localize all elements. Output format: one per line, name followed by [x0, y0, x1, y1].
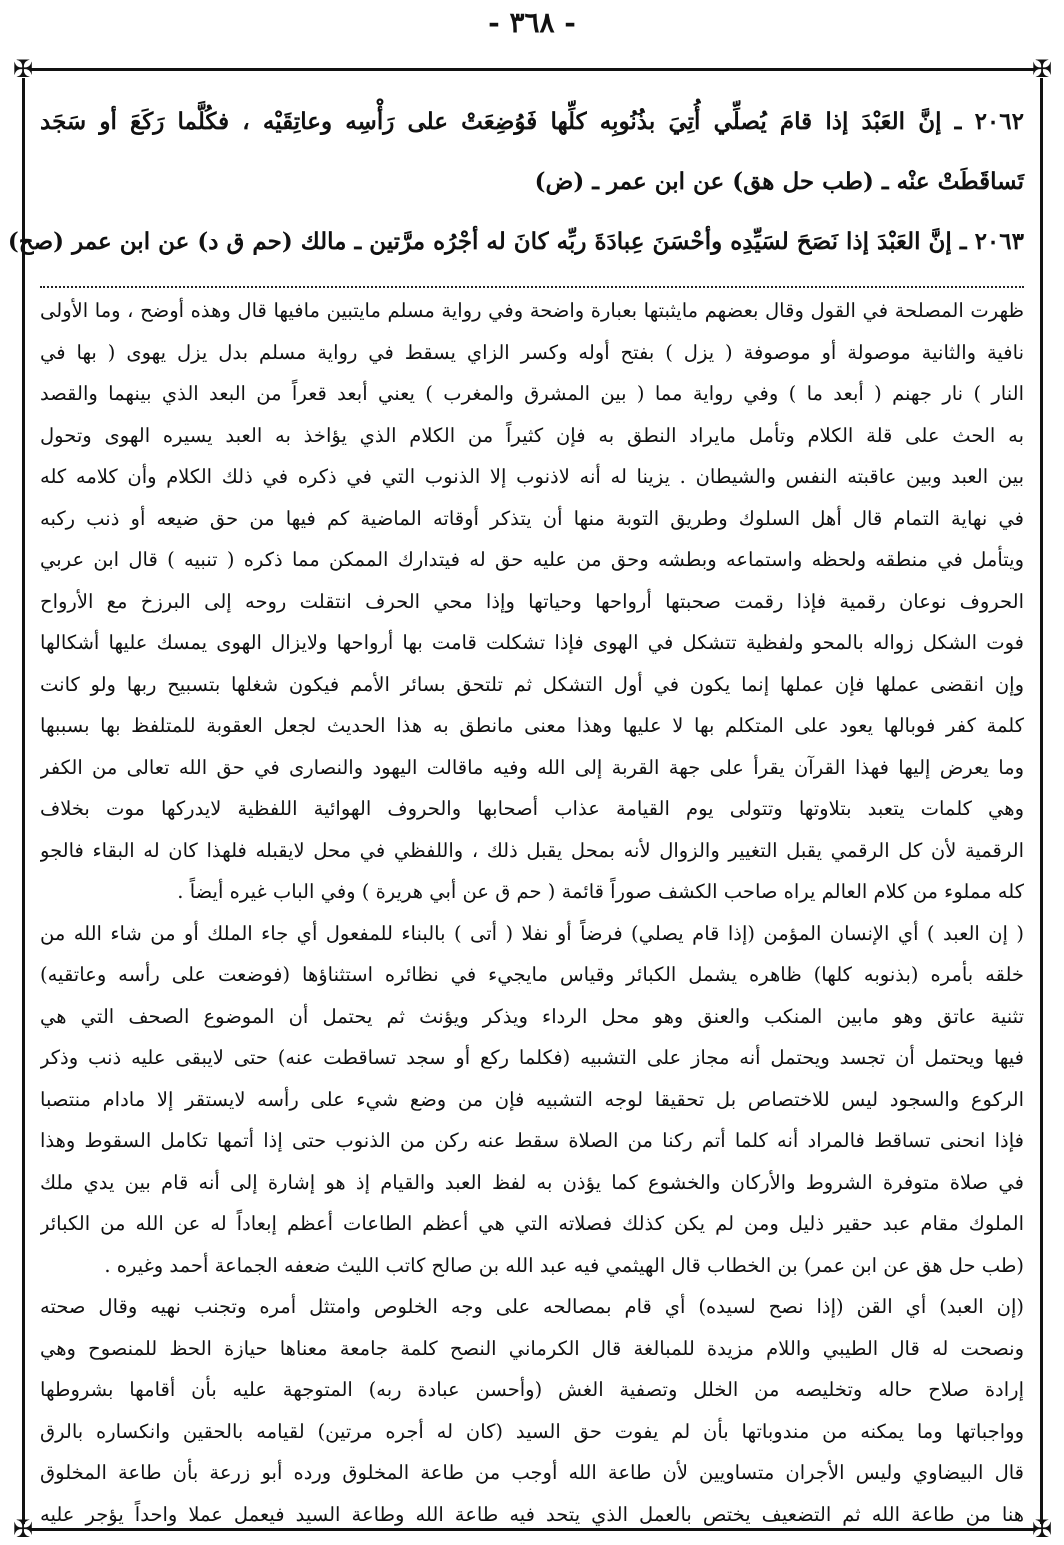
commentary-line: إرادة صلاح حاله وتخليصه من الخلل وتصفية الغش (وأحسن عبادة ربه) المتوجهة عليه بأن أقامها بشروطها: [40, 1378, 1024, 1402]
commentary-line: به الحث على قلة الكلام وتأمل مايراد النطق به فإن كثيراً من الكلام الذي يؤاخذ به العبد يسيره الهوى وتحول: [40, 423, 1024, 447]
commentary-line: هنا من طاعة الله ثم التضعيف يختص بالعمل الذي يتحد فيه طاعة الله وطاعة السيد فيعمل عملا واحداً يؤجر عليه: [40, 1502, 1024, 1526]
commentary-line: في نهاية التمام قال أهل السلوك وطريق التوبة منها أن يتذكر أوقاته الماضية كم فيها من حق ضيعه أو ذنب ركبه: [40, 506, 1024, 530]
commentary-line: فوت الشكل زواله بالمحو ولفظية تتشكل في الهوى فإذا تشكلت قامت بها أرواحها ولايزال الهوى يمسك عليها أشكالها: [40, 631, 1024, 655]
commentary-line: بين العبد وبين عاقبته النفس والشيطان . يزينا له أنه لاذنوب إلا الذنوب التي في ذكره في ذلك الكلام وأن كلامه كله: [40, 465, 1024, 489]
commentary-line: الملوك مقام عبد حقير ذليل ومن لم يكن كذلك فصلاته التي هي أعظم الطاعات أعظم إبعاداً له عن الله من الكبائر: [40, 1212, 1024, 1236]
commentary-line: وهي كلمات يتعبد بتلاوتها وتتولى يوم القيامة عذاب أصحابها والحروف الهوائية اللفظية لايدركها موت بخلاف: [40, 797, 1024, 821]
commentary-line: خلقه بأمره (بذنوبه كلها) ظاهره يشمل الكبائر وقياس مايجيء في نظائره استثناؤها (فوضعت على رأسه وعاتقيه): [40, 963, 1024, 987]
commentary-line: ونصحت له قال الطيبي واللام مزيدة للمبالغة قال الكرماني النصح كلمة جامعة معناها حيازة الحظ للمنصوح وهي: [40, 1336, 1024, 1360]
commentary-line: وواجباتها وما يمكنه من مندوباتها بأن لم يفوت حق السيد (كان له أجره مرتين) لقيامه بالحقين وانكساره بالرق: [40, 1419, 1024, 1443]
dotted-divider: [40, 286, 1024, 288]
commentary-line: فإذا انحنى تساقط فالمراد أنه كلما أتم ركنا من الصلاة سقط عنه ركن من الذنوب حتى إذا أتمها تكامل السقوط وهذا: [40, 1129, 1024, 1153]
corner-ornament-icon: ✠: [12, 1515, 34, 1543]
commentary-line: في صلاة متوفرة الشروط والأركان والخشوع كما يؤذن به لفظ العبد والقيام إذ هو إشارة إلى أنه قام بين يدي ملك: [40, 1170, 1024, 1194]
top-border: [30, 68, 1034, 71]
commentary-line: قال البيضاوي وليس الأجران متساويين لأن طاعة الله أوجب من طاعة المخلوق ورده أبو زرعة بأن طاعة المخلوق: [40, 1461, 1024, 1485]
commentary-line: نافية والثانية موصولة أو موصوفة ( يزل ) بفتح أوله وكسر الزاي يسقط في رواية مسلم بدل يزل يهوى ( بها في: [40, 340, 1024, 364]
commentary-line: كلمة كفر فوبالها يعود على المتكلم بها لا عليها وهذا معنى مانطق به هذا الحديث لجعل العقوبة للمتلفظ بها بسببها: [40, 714, 1024, 738]
hadith-2062-line-1: ٢٠٦٢ ـ إنَّ العَبْدَ إذا قامَ يُصلِّي أُتِيَ بذُنُوبِه كلِّها فَوُضِعَتْ على رَأْسِه وعاتِقَيْه ، فكُلَّما رَكَعَ أو سَجَد: [40, 108, 1024, 135]
corner-ornament-icon: ✠: [1031, 55, 1053, 83]
hadith-2062-line-2: تَساقَطَتْ عنْه ـ (طب حل هق) عن ابن عمر ـ (ض): [534, 168, 1024, 195]
hadith-2063: ٢٠٦٣ ـ إنَّ العَبْدَ إذا نَصَحَ لسَيِّدِه وأحْسَنَ عِبادَةَ ربِّه كانَ له أجْرُه مرَّتين ـ مالك (حم ق د) عن ابن عمر (صح): [7, 228, 1024, 255]
commentary-line: النار ) نار جهنم ( أبعد ما ) وفي رواية مما ( بين المشرق والمغرب ) يعني أبعد قعراً من البعد الذي بينهما والقصد: [40, 382, 1024, 406]
commentary-line: فيها ويحتمل أن تجسد ويحتمل أنه مجاز على التشبيه (فكلما ركع أو سجد تساقطت عنه) حتى لايبقى عليه ذنب وذكر: [40, 1046, 1024, 1070]
corner-ornament-icon: ✠: [12, 55, 34, 83]
commentary-line: وما يعرض إليها فهذا القرآن يقرأ على جهة القربة إلى الله وفيه ماقالت اليهود والنصارى في حق الله تعالى من الكفر: [40, 755, 1024, 779]
page-number: - ٣٦٨ -: [488, 6, 576, 39]
corner-ornament-icon: ✠: [1031, 1515, 1053, 1543]
commentary-line: الحروف نوعان رقمية فإذا رقمت صحبتها أرواحها وحياتها وإذا محي الحرف انتقلت روحه إلى البرزخ مع الأرواح: [40, 589, 1024, 613]
commentary-line: ( إن العبد ) أي الإنسان المؤمن (إذا قام يصلي) فرضاً أو نفلا ( أتى ) بالبناء للمفعول أي جاء الملك أو من شاء الله من: [40, 921, 1024, 945]
commentary-line: تثنية عاتق وهو مابين المنكب والعنق وهو محل الرداء ويذكر ويؤنث ثم يحتمل أن الموضوع الصحف التي هي: [40, 1004, 1024, 1028]
commentary-line: ظهرت المصلحة في القول وقال بعضهم مايثبتها بعبارة واضحة وفي رواية مسلم مايتبين مافيها قال وهذه أوضح ، وما الأولى: [40, 299, 1024, 322]
right-border: [1040, 78, 1043, 1524]
left-border: [22, 78, 25, 1524]
commentary-line: وإن انقضى عملها فإن عملها إنما يكون في أول التشكل ثم تلتحق بسائر الأمم فيكون شغلها بتسبيح ربها ولو كانت: [40, 672, 1024, 696]
commentary-line: (طب حل هق عن ابن عمر) بن الخطاب قال الهيثمي فيه عبد الله بن صالح كاتب الليث ضعفه الجماعة أحمد وغيره .: [104, 1253, 1024, 1277]
commentary-line: (إن العبد) أي القن (إذا نصح لسيده) أي قام بمصالحه على وجه الخلوص وامتثل أمره وتجنب نهيه وقال صحته: [40, 1295, 1024, 1319]
commentary-line: الركوع والسجود ليس للاختصاص بل تحقيقا لوجه التشبيه فإن من وضع شيء على رأسه لايستقر إلا مادام منتصبا: [40, 1087, 1024, 1111]
commentary-line: الرقمية لأن كل الرقمي يقبل التغيير والزوال لأنه بمحل يقبل ذلك ، واللفظي في محل لايقبله فلهذا كان له البقاء فالجو: [40, 838, 1024, 862]
commentary-line: ويتأمل في منطقه ولحظه واستماعه وبطشه وحق من عليه حق له فيتدارك الممكن مما ذكره ( تنبيه ) قال ابن عربي: [40, 548, 1024, 572]
commentary-line: كله مملوء من كلام العالم يراه صاحب الكشف صوراً قائمة ( حم ق عن أبي هريرة ) وفي الباب غيره أيضاً .: [177, 880, 1024, 904]
commentary-text: [40, 296, 1024, 1530]
